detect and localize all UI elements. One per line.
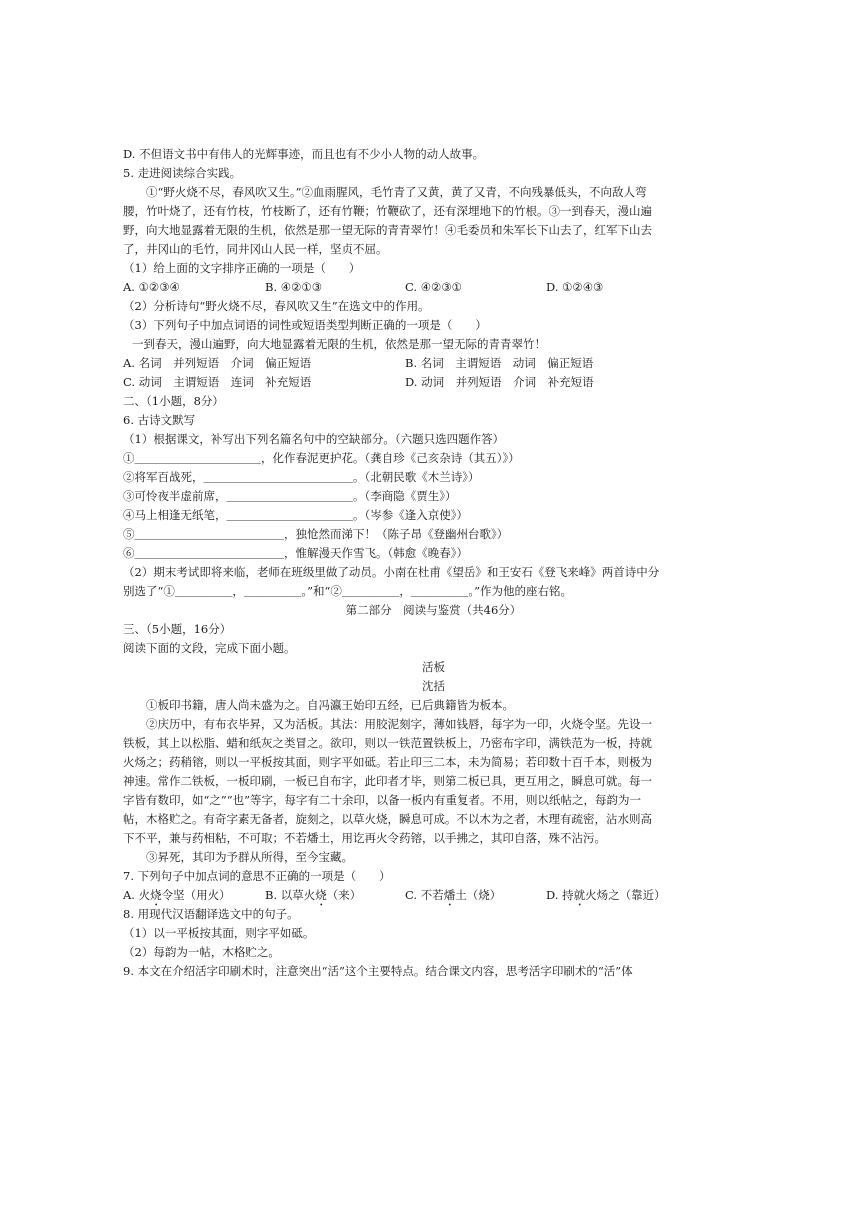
q5-sub2: （2）分析诗句“野火烧不尽，春风吹又生”在选文中的作用。 bbox=[123, 299, 430, 313]
q9-title: 9. 本文在介绍活字印刷术时，注意突出“活”这个主要特点。结合课文内容，思考活字印刷术的“活”体 bbox=[123, 964, 633, 978]
q6-blank-line: ②将军百战死，＿＿＿＿＿＿＿＿＿＿＿＿＿。（北朝民歌《木兰诗》） bbox=[123, 470, 480, 484]
article-paragraph-1: ①板印书籍，唐人尚未盛为之。自冯瀛王始印五经，已后典籍皆为板本。 bbox=[146, 698, 514, 712]
q8-sub2: （2）每韵为一帖，木格贮之。 bbox=[123, 945, 280, 959]
section-2-heading: 二、（1小题，8分） bbox=[123, 394, 224, 408]
article-paragraph-2-line: ②庆历中，有布衣毕昇，又为活板。其法：用胶泥刻字，薄如钱唇，每字为一印，火烧令坚。先设一 bbox=[146, 717, 652, 731]
article-title: 活板 bbox=[422, 660, 445, 674]
article-paragraph-3: ③昇死，其印为予群从所得，至今宝藏。 bbox=[146, 850, 353, 864]
q4-option-d: D. 不但语文书中有伟人的光辉事迹，而且也有不少小人物的动人故事。 bbox=[123, 147, 485, 161]
q6-blank-line: ④马上相逢无纸笔，＿＿＿＿＿＿＿＿＿＿＿。（岑参《逢入京使》） bbox=[123, 508, 468, 522]
part-2-title: 第二部分 阅读与鉴赏（共46分） bbox=[345, 603, 522, 617]
q7-option-c: C. 不若燔土（烧） bbox=[405, 888, 502, 902]
q5-sub1-option-d: D. ①②④③ bbox=[546, 280, 604, 294]
article-paragraph-2-line: 字皆有数印，如“之”“也”等字，每字有二十余印，以备一板内有重复者。不用，则以纸帖之，每韵为一 bbox=[123, 793, 642, 807]
article-paragraph-2-line: 火炀之；药稍镕，则以一平板按其面，则字平如砥。若止印三二本，未为简易；若印数十百千本，则极为 bbox=[123, 755, 652, 769]
section-3-intro: 阅读下面的文段，完成下面小题。 bbox=[123, 641, 296, 655]
q5-sub3: （3）下列句子中加点词语的词性或短语类型判断正确的一项是（ ） bbox=[123, 318, 487, 332]
q7-title: 7. 下列句子中加点词的意思不正确的一项是（ ） bbox=[123, 869, 391, 883]
q5-passage-line: ①“野火烧不尽，春风吹又生。”②血雨腥风，毛竹青了又黄，黄了又青，不向残暴低头，不向敌人弯 bbox=[146, 185, 647, 199]
q5-title: 5. 走进阅读综合实践。 bbox=[123, 166, 242, 180]
q5-sub1: （1）给上面的文字排序正确的一项是（ ） bbox=[123, 261, 361, 275]
article-author: 沈括 bbox=[422, 679, 445, 693]
q5-sub3-option-d: D. 动词 并列短语 介词 补充短语 bbox=[405, 375, 594, 389]
q5-passage-line: 腰，竹叶烧了，还有竹枝，竹枝断了，还有竹鞭；竹鞭砍了，还有深埋地下的竹根。③一到春天，漫山遍 bbox=[123, 204, 652, 218]
article-paragraph-2-line: 铁板，其上以松脂、蜡和纸灰之类冒之。欲印，则以一铁范置铁板上，乃密布字印，满铁范为一板，持就 bbox=[123, 736, 652, 750]
q6-blank-line: ⑥＿＿＿＿＿＿＿＿＿＿＿＿＿，惟解漫天作雪飞。（韩愈《晚春》） bbox=[123, 546, 468, 560]
q7-option-d: D. 持就火炀之（靠近） bbox=[546, 888, 666, 902]
q5-sub3-option-b: B. 名词 主谓短语 动词 偏正短语 bbox=[405, 356, 594, 370]
q7-option-b: B. 以草火烧（来） bbox=[265, 888, 362, 902]
q6-blank-line: ⑤＿＿＿＿＿＿＿＿＿＿＿＿＿，独怆然而涕下！（陈子昂《登幽州台歌》） bbox=[123, 527, 509, 541]
q6-blank-line: ①＿＿＿＿＿＿＿＿＿＿＿，化作春泥更护花。（龚自珍《己亥杂诗（其五）》） bbox=[123, 451, 520, 465]
q6-blank-line: ③可怜夜半虚前席，＿＿＿＿＿＿＿＿＿＿＿。（李商隐《贾生》） bbox=[123, 489, 457, 503]
q6-sub2-cont: 别选了“①＿＿＿＿＿，＿＿＿＿＿。”和“②＿＿＿＿＿，＿＿＿＿＿。”作为他的座右铭。 bbox=[123, 584, 573, 598]
q8-title: 8. 用现代汉语翻译选文中的句子。 bbox=[123, 907, 299, 921]
q5-sub3-option-c: C. 动词 主谓短语 连词 补充短语 bbox=[123, 375, 312, 389]
q8-sub1: （1）以一平板按其面，则字平如砥。 bbox=[123, 926, 315, 940]
q6-sub1: （1）根据课文，补写出下列名篇名句中的空缺部分。（六题只选四题作答） bbox=[123, 432, 505, 446]
q5-passage-line: 了，井冈山的毛竹，同井冈山人民一样，坚贞不屈。 bbox=[123, 242, 388, 256]
q5-sub3-sentence: 一到春天，漫山遍野，向大地显露着无限的生机，依然是那一望无际的青青翠竹！ bbox=[132, 337, 546, 351]
q7-option-a: A. 火烧令坚（用火） bbox=[123, 888, 231, 902]
q5-sub1-option-c: C. ④②③① bbox=[405, 280, 462, 294]
article-paragraph-2-line: 神速。常作二铁板，一板印刷，一板已自布字，此印者才毕，则第二板已具，更互用之，瞬息可就。每一 bbox=[123, 774, 652, 788]
article-paragraph-2-line: 帖，木格贮之。有奇字素无备者，旋刻之，以草火烧，瞬息可成。不以木为之者，木理有疏密，沾水则高 bbox=[123, 812, 652, 826]
q5-passage-line: 野，向大地显露着无限的生机，依然是那一望无际的青青翠竹！④毛委员和朱军长下山去了，红军下山去 bbox=[123, 223, 652, 237]
section-3-heading: 三、（5小题，16分） bbox=[123, 622, 232, 636]
q6-title: 6. 古诗文默写 bbox=[123, 413, 196, 427]
q5-sub1-option-b: B. ④②①③ bbox=[265, 280, 323, 294]
q6-sub2: （2）期末考试即将来临，老师在班级里做了动员。小南在杜甫《望岳》和王安石《登飞来峰》两首诗中分 bbox=[123, 565, 660, 579]
q5-sub1-option-a: A. ①②③④ bbox=[123, 280, 180, 294]
article-paragraph-2-line: 下不平，兼与药相粘，不可取；不若燔土，用讫再火令药镕，以手拂之，其印自落，殊不沾污。 bbox=[123, 831, 606, 845]
q5-sub3-option-a: A. 名词 并列短语 介词 偏正短语 bbox=[123, 356, 312, 370]
